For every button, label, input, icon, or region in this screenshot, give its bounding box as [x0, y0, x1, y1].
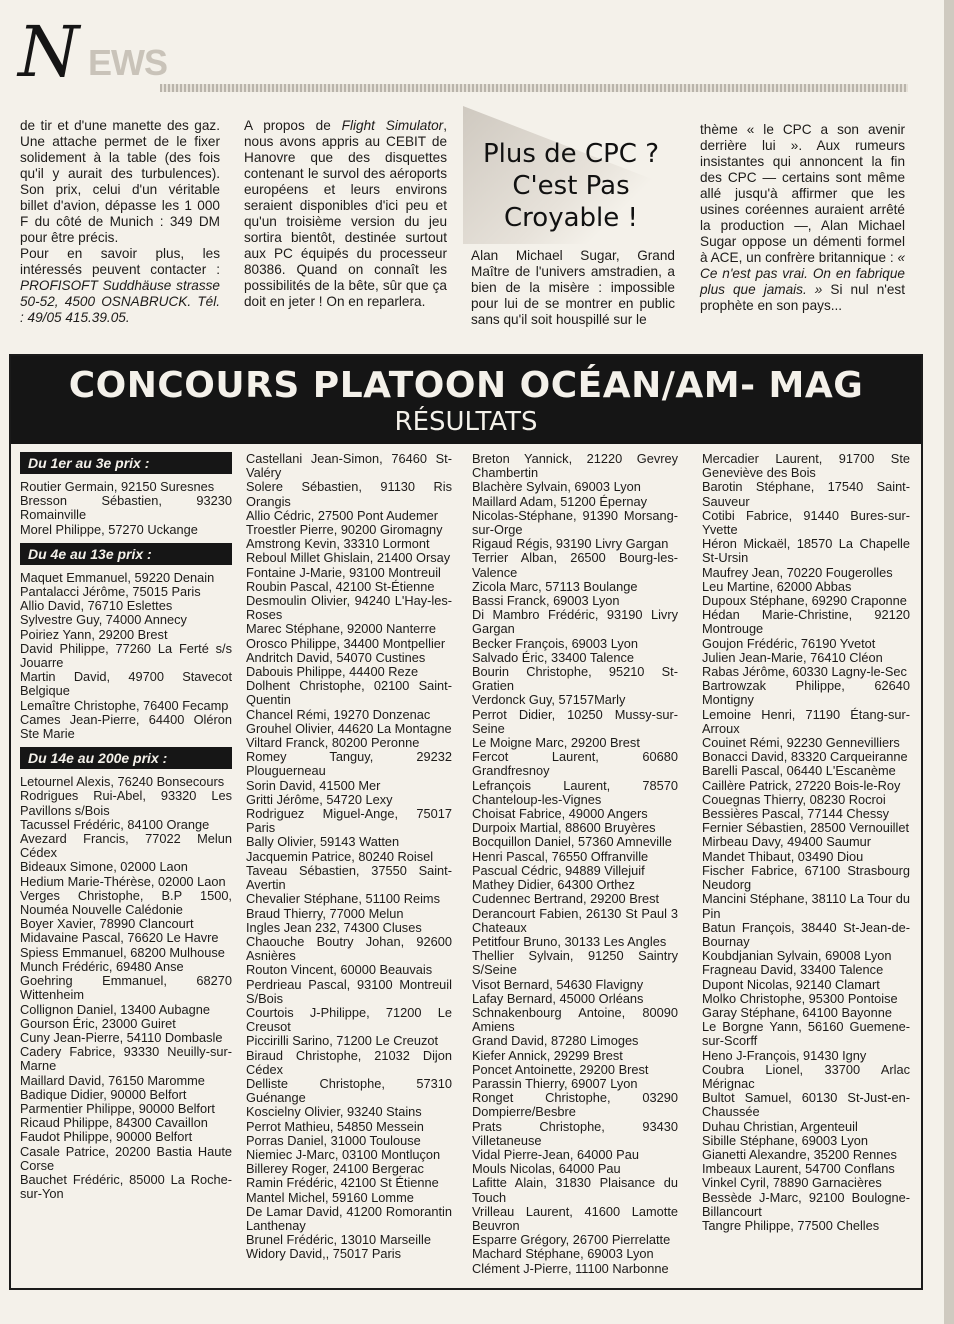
- winner-entry: Widory David,, 75017 Paris: [246, 1246, 402, 1262]
- page-edge: [944, 0, 954, 1324]
- article-cpc-cont-b: Si nul n'est prophète en son pays...: [700, 282, 905, 313]
- winner-entry: Lemoine Henri, 71190 Étang-sur-Arroux: [702, 706, 910, 736]
- winner-entry: Goujon Frédéric, 76190 Yvetot: [702, 635, 876, 651]
- winner-entry: Koubdjanian Sylvain, 69008 Lyon: [702, 948, 892, 964]
- winner-entry: Parmentier Philippe, 90000 Belfort: [20, 1100, 215, 1116]
- winner-entry: Dupont Nicolas, 92140 Clamart: [702, 976, 880, 992]
- winner-entry: Sorin David, 41500 Mer: [246, 777, 381, 793]
- winner-entry: Maillard Adam, 51200 Épernay: [472, 493, 647, 509]
- article-joystick-p1: de tir et d'une manette des gaz. Une attache permet de le fixer solidement à la table (des fois qu'il y aurait des turbulences). Son prix, celui d'un véritable billet d'avion, dépasse les 1 000 F du côté de Munich : 349 DM pour être précis.: [20, 118, 220, 245]
- cpc-headline-line2: C'est Pas: [512, 171, 630, 201]
- winner-entry: Mantel Michel, 59160 Lomme: [246, 1189, 414, 1205]
- winner-entry: Derancourt Fabien, 26130 St Paul 3 Chateaux: [472, 905, 678, 935]
- winner-entry: Cuny Jean-Pierre, 54110 Dombasle: [20, 1029, 223, 1045]
- winner-entry: Reboul Millet Ghislain, 21400 Orsay: [246, 550, 451, 566]
- winner-entry: Henri Pascal, 76550 Offranville: [472, 848, 649, 864]
- winner-entry: Bally Olivier, 59143 Watten: [246, 834, 400, 850]
- winner-entry: Chaouche Boutry Johan, 92600 Asnières: [246, 933, 452, 964]
- winner-entry: Bourin Christophe, 95210 St-Gratien: [472, 664, 678, 694]
- winner-entry: Jacquemin Patrice, 80240 Roisel: [246, 848, 434, 864]
- winner-entry: Sibille Stéphane, 69003 Lyon: [702, 1132, 869, 1148]
- winner-entry: Casale Patrice, 20200 Bastia Haute Corse: [20, 1143, 232, 1173]
- winner-entry: Heno J-François, 91430 Igny: [702, 1047, 867, 1063]
- winner-entry: Poncet Antoinette, 29200 Brest: [472, 1061, 649, 1077]
- winner-entry: Viltard Franck, 80200 Peronne: [246, 735, 420, 751]
- prize-list-4-13: [20, 571, 232, 741]
- winner-entry: Fernier Sébastien, 28500 Vernouillet: [702, 820, 910, 836]
- prize-list-1-3: [20, 480, 232, 537]
- prize-heading-14-200: Du 14e au 200e prix :: [20, 747, 232, 769]
- winner-entry: Dolhent Christophe, 02100 Saint-Quentin: [246, 678, 452, 708]
- winner-entry: Ingles Jean 232, 74300 Cluses: [246, 919, 422, 935]
- cpc-headline: [471, 138, 671, 234]
- article-flight-title: Flight Simulator: [341, 118, 444, 133]
- prize-heading-1-3: Du 1er au 3e prix :: [20, 452, 232, 474]
- winner-entry: Barelli Pascal, 06440 L'Escanème: [702, 763, 896, 779]
- winner-entry: Morel Philippe, 57270 Uckange: [20, 521, 198, 537]
- winner-entry: Becker François, 69003 Lyon: [472, 635, 638, 651]
- news-logo-rest: EWS: [88, 42, 168, 83]
- winner-entry: Midavaine Pascal, 76620 Le Havre: [20, 930, 219, 946]
- winner-entry: Hédan Marie-Christine, 92120 Montrouge: [702, 607, 910, 637]
- results-column-2: [246, 452, 452, 1262]
- winner-entry: Brunel Frédéric, 13010 Marseille: [246, 1232, 431, 1248]
- cpc-headline-line1: Plus de CPC ?: [482, 139, 659, 169]
- winner-entry: Ronget Christophe, 03290 Dompierre/Besbre: [472, 1090, 678, 1120]
- winner-entry: Cadery Fabrice, 93330 Neuilly-sur-Marne: [20, 1044, 232, 1074]
- winner-entry: Maillard David, 76150 Maromme: [20, 1072, 205, 1088]
- winner-entry: Barotin Stéphane, 17540 Saint-Sauveur: [702, 479, 910, 509]
- winner-entry: Salvado Éric, 33400 Talence: [472, 649, 634, 665]
- winner-entry: Poiriez Yann, 29200 Brest: [20, 626, 168, 642]
- article-flight-prefix: A propos de: [244, 118, 342, 133]
- winner-entry: Perrot Didier, 10250 Mussy-sur-Seine: [472, 706, 678, 736]
- results-column-3: [472, 452, 678, 1276]
- prize-heading-4-13: Du 4e au 13e prix :: [20, 543, 232, 565]
- winner-entry: Solere Sébastien, 91130 Ris Orangis: [246, 479, 452, 509]
- winner-entry: Bartrowzak Philippe, 62640 Montigny: [702, 678, 910, 708]
- winner-entry: Rigaud Régis, 93190 Livry Gargan: [472, 536, 669, 552]
- winner-entry: Courtois J-Philippe, 71200 Le Creusot: [246, 1004, 452, 1035]
- winner-entry: Sylvestre Guy, 74000 Annecy: [20, 612, 187, 628]
- winner-entry: Héron Mickaël, 18570 La Chapelle St-Ursin: [702, 536, 910, 566]
- winner-entry: Routier Germain, 92150 Suresnes: [20, 479, 215, 494]
- winner-entry: De Lamar David, 41200 Romorantin Lanthenay: [246, 1203, 452, 1233]
- winner-entry: Verdonck Guy, 57157Marly: [472, 692, 626, 708]
- article-cpc-quote: « Ce n'est pas vrai. On en fabrique plus que jamais. »: [700, 250, 905, 297]
- winner-entry: Chevalier Stéphane, 51100 Reims: [246, 891, 440, 907]
- winner-entry: Duhau Christian, Argenteuil: [702, 1118, 858, 1134]
- winner-entry: Collignon Daniel, 13400 Aubagne: [20, 1001, 210, 1017]
- winner-entry: Andritch David, 54070 Custines: [246, 649, 426, 665]
- winner-entry: Roubin Pascal, 42100 St-Étienne: [246, 578, 435, 594]
- winner-entry: Nicolas-Stéphane, 91390 Morsang-sur-Orge: [472, 507, 678, 538]
- winner-entry: Koscielny Olivier, 93240 Stains: [246, 1104, 422, 1120]
- winner-entry: Clément J-Pierre, 11100 Narbonne: [472, 1260, 669, 1276]
- winner-entry: Parassin Thierry, 69007 Lyon: [472, 1075, 638, 1091]
- news-logo: [18, 12, 178, 104]
- winner-entry: Bessède J-Marc, 92100 Boulogne-Billancourt: [702, 1189, 910, 1219]
- winner-entry: Chancel Rémi, 19270 Donzenac: [246, 706, 431, 722]
- winner-entry: Mandet Thibaut, 03490 Diou: [702, 848, 864, 864]
- winner-entry: Bideaux Simone, 02000 Laon: [20, 859, 188, 875]
- winner-entry: Durpoix Martial, 88600 Bruyères: [472, 820, 656, 836]
- winner-entry: Taveau Sébastien, 37550 Saint-Avertin: [246, 862, 452, 893]
- winner-entry: Leu Martine, 62000 Abbas: [702, 578, 852, 594]
- contest-subtitle: RÉSULTATS: [394, 407, 538, 437]
- winner-entry: Gourson Éric, 23000 Guiret: [20, 1015, 176, 1031]
- winner-entry: Bonacci David, 83320 Carqueiranne: [702, 749, 908, 765]
- winner-entry: Batun François, 38440 St-Jean-de-Bournay: [702, 919, 910, 949]
- winner-entry: Tangre Philippe, 77500 Chelles: [702, 1217, 880, 1233]
- winner-entry: Fischer Fabrice, 67100 Strasbourg Neudorg: [702, 862, 910, 893]
- winner-entry: Gianetti Alexandre, 35200 Rennes: [702, 1146, 897, 1162]
- winner-entry: Desmoulin Olivier, 94240 L'Hay-les-Roses: [246, 593, 452, 623]
- winner-entry: Bassi Franck, 69003 Lyon: [472, 593, 620, 609]
- article-cpc-text: Alan Michael Sugar, Grand Maître de l'univers amstradien, a bien de la misère : impossible pour lui de se montrer en public sans qu'il soit houspillé sur le: [471, 248, 675, 327]
- winner-entry: Perrot Mathieu, 54850 Messein: [246, 1118, 424, 1134]
- winner-entry: Garay Stéphane, 64100 Bayonne: [702, 1004, 892, 1020]
- winner-entry: Fragneau David, 33400 Talence: [702, 962, 884, 978]
- winner-entry: Castellani Jean-Simon, 76460 St-Valéry: [246, 451, 452, 481]
- results-column-1: [20, 452, 232, 1201]
- winner-entry: Petitfour Bruno, 30133 Les Angles: [472, 933, 667, 949]
- winner-entry: Caillère Patrick, 27220 Bois-le-Roy: [702, 777, 901, 793]
- winner-entry: Troestler Pierre, 90200 Giromagny: [246, 522, 443, 538]
- winner-entry: Vidal Pierre-Jean, 64000 Pau: [472, 1146, 639, 1162]
- winner-entry: Lafay Bernard, 45000 Orléans: [472, 990, 644, 1006]
- winner-entry: Le Moigne Marc, 29200 Brest: [472, 735, 640, 751]
- winner-entry: Ramin Frédéric, 42100 St Étienne: [246, 1175, 439, 1191]
- news-logo-n: N: [18, 11, 80, 93]
- prize-list-14-200: [20, 775, 232, 1201]
- winner-entry: Porras Daniel, 31000 Toulouse: [246, 1132, 421, 1148]
- winner-entry: Couegnas Thierry, 08230 Rocroi: [702, 791, 886, 807]
- winner-entry: Mercadier Laurent, 91700 Ste Geneviève des Bois: [702, 451, 910, 481]
- winner-entry: Imbeaux Laurent, 54700 Conflans: [702, 1161, 895, 1177]
- winner-entry: Coubra Lionel, 33700 Arlac Mérignac: [702, 1061, 910, 1091]
- winner-entry: Rodrigues Rui-Abel, 93320 Les Pavillons s/Bois: [20, 788, 232, 818]
- winner-entry: Grouhel Olivier, 44620 La Montagne: [246, 720, 452, 736]
- winner-entry: Braud Thierry, 77000 Melun: [246, 905, 404, 921]
- winner-entry: Perdrieau Pascal, 93100 Montreuil S/Bois: [246, 976, 452, 1006]
- winner-entry: Prats Christophe, 93430 Villetaneuse: [472, 1118, 678, 1148]
- article-joystick-contact: PROFISOFT Suddhäuse strasse 50-52, 4500 OSNABRUCK. Tél. : 49/05 415.39.05.: [20, 278, 220, 325]
- winner-entry: Martin David, 49700 Stavecot Belgique: [20, 669, 232, 699]
- winner-entry: Blachère Sylvain, 69003 Lyon: [472, 479, 641, 495]
- winner-entry: Machard Stéphane, 69003 Lyon: [472, 1246, 654, 1262]
- winner-entry: Bultot Samuel, 60130 St-Just-en-Chaussée: [702, 1090, 910, 1120]
- winner-entry: Fontaine J-Marie, 93100 Montreuil: [246, 564, 441, 580]
- winner-entry: Spiess Emmanuel, 68200 Mulhouse: [20, 944, 225, 960]
- winner-entry: Molko Christophe, 95300 Pontoise: [702, 990, 898, 1006]
- winner-entry: Niemiec J-Marc, 03100 Montluçon: [246, 1146, 441, 1162]
- cpc-headline-line3: Croyable !: [504, 203, 638, 233]
- winner-entry: Gritti Jérôme, 54720 Lexy: [246, 791, 393, 807]
- results-column-4: [702, 452, 910, 1233]
- winner-entry: Breton Yannick, 21220 Gevrey Chambertin: [472, 451, 678, 481]
- winner-entry: Schnakenbourg Antoine, 80090 Amiens: [472, 1004, 678, 1035]
- winner-entry: Lemaître Christophe, 76400 Fecamp: [20, 697, 229, 713]
- winner-entry: Visot Bernard, 54630 Flavigny: [472, 976, 644, 992]
- winner-entry: Dupoux Stéphane, 69290 Craponne: [702, 593, 907, 609]
- winner-entry: Le Borgne Yann, 56160 Guemene-sur-Scorff: [702, 1019, 910, 1049]
- winner-entry: Mathey Didier, 64300 Orthez: [472, 877, 635, 893]
- article-joystick-p2-lead: Pour en savoir plus, les intéressés peuvent contacter :: [20, 246, 220, 277]
- winner-entry: Maquet Emmanuel, 59220 Denain: [20, 569, 215, 585]
- article-flight-simulator-text: [244, 118, 447, 310]
- contest-header: [11, 356, 921, 444]
- article-flight-body: , nous avons appris au CEBIT de Hanovre que des disquettes contenant le survol des aéroports européens et leurs environs seraient disponibles d'ici peu et qu'un troisième version du jeu sortira bientôt, destinée surtout aux PC équipés du processeur 80386. Quand on connaît les possibilités de la bête, sûr que ça doit en jeter ! On en reparlera.: [244, 118, 447, 309]
- winner-entry: Bessières Pascal, 77144 Chessy: [702, 806, 890, 822]
- winner-entry: Orosco Philippe, 34400 Montpellier: [246, 635, 446, 651]
- winner-entry: Goehring Emmanuel, 68270 Wittenheim: [20, 973, 232, 1003]
- article-cpc-continued: [700, 122, 905, 314]
- contest-results: [9, 354, 923, 1290]
- winner-entry: Marec Stéphane, 92000 Nanterre: [246, 621, 436, 637]
- winner-entry: Dabouis Philippe, 44400 Reze: [246, 664, 419, 680]
- winner-entry: Piccirilli Sarino, 71200 Le Creuzot: [246, 1033, 439, 1049]
- winner-entry: Allio David, 76710 Eslettes: [20, 598, 173, 614]
- article-flight-simulator: [244, 118, 447, 310]
- winner-entry: Cames Jean-Pierre, 64400 Oléron Ste Marie: [20, 711, 232, 742]
- winner-entry: Bauchet Frédéric, 85000 La Roche-sur-Yon: [20, 1171, 232, 1202]
- winner-entry: Verges Christophe, B.P 1500, Nouméa Nouvelle Calédonie: [20, 887, 232, 918]
- winner-entry: Pantalacci Jérôme, 75015 Paris: [20, 584, 201, 600]
- winner-entry: Hedium Marie-Thérèse, 02000 Laon: [20, 873, 226, 889]
- winner-entry: Tacussel Frédéric, 84100 Orange: [20, 816, 210, 832]
- winner-entry: Bresson Sébastien, 93230 Romainville: [20, 493, 232, 523]
- winner-entry: Rodriguez Miguel-Ange, 75017 Paris: [246, 806, 452, 836]
- winner-entry: Lefrançois Laurent, 78570 Chanteloup-les-Vignes: [472, 777, 678, 807]
- winner-entry: Bocquillon Daniel, 57360 Amneville: [472, 834, 672, 850]
- winner-entry: Grand David, 87280 Limoges: [472, 1033, 639, 1049]
- winner-entry: Choisat Fabrice, 49000 Angers: [472, 806, 648, 822]
- winner-entry: Thellier Sylvain, 91250 Saintry S/Seine: [472, 948, 678, 978]
- winner-entry: David Philippe, 77260 La Ferté s/s Jouarre: [20, 640, 232, 671]
- winner-entry: Amstrong Kevin, 33310 Lormont: [246, 536, 430, 552]
- winner-entry: Pascual Cédric, 94889 Villejuif: [472, 862, 645, 878]
- winner-entry: Fercot Laurent, 60680 Grandfresnoy: [472, 749, 678, 779]
- winner-entry: Ricaud Philippe, 84300 Cavaillon: [20, 1115, 208, 1131]
- winner-entry: Boyer Xavier, 78990 Clancourt: [20, 916, 194, 932]
- contest-title: CONCOURS PLATOON OCÉAN/AM- MAG: [68, 365, 864, 406]
- winner-entry: Mancini Stéphane, 38110 La Tour du Pin: [702, 891, 910, 921]
- winner-entry: Couinet Rémi, 92230 Gennevilliers: [702, 735, 900, 751]
- winner-entry: Allio Cédric, 27500 Pont Audemer: [246, 507, 439, 523]
- winner-entry: Maufrey Jean, 70220 Fougerolles: [702, 564, 893, 580]
- winner-entry: Romey Tanguy, 29232 Plouguerneau: [246, 749, 452, 779]
- winner-entry: Kiefer Annick, 29299 Brest: [472, 1047, 623, 1063]
- winner-entry: Rabas Jérôme, 60330 Lagny-le-Sec: [702, 664, 907, 680]
- winner-entry: Biraud Christophe, 21032 Dijon Cédex: [246, 1047, 452, 1077]
- article-joystick: [20, 118, 220, 326]
- winner-entry: Lafitte Alain, 31830 Plaisance du Touch: [472, 1175, 678, 1205]
- winner-entry: Julien Jean-Marie, 76410 Cléon: [702, 649, 883, 665]
- article-joystick-p2: [20, 246, 220, 326]
- winner-entry: Badique Didier, 90000 Belfort: [20, 1086, 187, 1102]
- winner-entry: Terrier Alban, 26500 Bourg-les-Valence: [472, 550, 678, 580]
- winner-entry: Munch Frédéric, 69480 Anse: [20, 958, 184, 974]
- winner-entry: Mirbeau Davy, 49400 Saumur: [702, 834, 872, 850]
- winner-entry: Mouls Nicolas, 64000 Pau: [472, 1161, 621, 1177]
- winner-entry: Vinkel Cyril, 78890 Garnacières: [702, 1175, 882, 1191]
- header-rule: [160, 84, 908, 92]
- article-cpc-cont-a: thème « le CPC a son avenir derrière lui ». Aux rumeurs insistantes qui annoncent la fin des CPC — certains sont même allé jusqu'à affirmer que les usines coréennes auraient arrêté la production —, Alan Michael Sugar oppose un démenti formel à ACE, un confrère britannique :: [700, 122, 905, 265]
- winner-entry: Cudennec Bertrand, 29200 Brest: [472, 891, 660, 907]
- winner-entry: Billerey Roger, 24100 Bergerac: [246, 1161, 424, 1177]
- winner-entry: Esparre Grégory, 26700 Pierrelatte: [472, 1232, 671, 1248]
- winner-entry: Vrilleau Laurent, 41600 Lamotte Beuvron: [472, 1203, 678, 1233]
- article-cpc-cont-p: [700, 122, 905, 314]
- winner-entry: Letournel Alexis, 76240 Bonsecours: [20, 774, 225, 790]
- winner-entry: Di Mambro Frédéric, 93190 Livry Gargan: [472, 607, 678, 637]
- winner-entry: Cotibi Fabrice, 91440 Bures-sur-Yvette: [702, 507, 910, 538]
- winner-entry: Zicola Marc, 57113 Boulange: [472, 578, 638, 594]
- winner-entry: Avezard Francis, 77022 Melun Cédex: [20, 831, 232, 861]
- winner-entry: Faudot Philippe, 90000 Belfort: [20, 1129, 193, 1145]
- winner-entry: Routon Vincent, 60000 Beauvais: [246, 962, 433, 978]
- winner-entry: Delliste Christophe, 57310 Guénange: [246, 1075, 452, 1106]
